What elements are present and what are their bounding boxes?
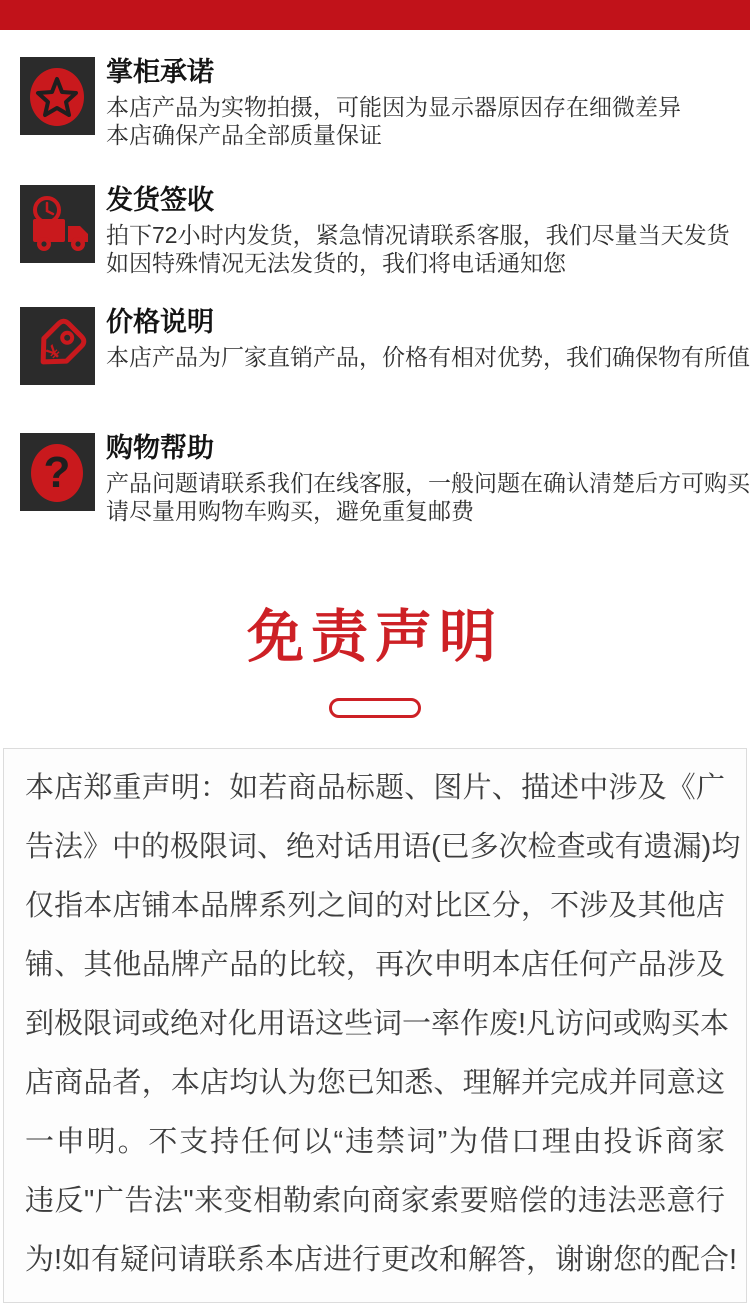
- service-line: 拍下72小时内发货，紧急情况请联系客服，我们尽量当天发货: [106, 222, 730, 248]
- service-line: 请尽量用购物车购买，避免重复邮费: [106, 498, 474, 524]
- service-line: 本店确保产品全部质量保证: [106, 122, 382, 148]
- disclaimer-line: 到极限词或绝对化用语这些词一率作废!凡访问或购买本: [25, 1008, 730, 1040]
- service-text-price: [106, 307, 750, 371]
- disclaimer-line: 一申明。不支持任何以“违禁词”为借口理由投诉商家: [25, 1126, 725, 1158]
- disclaimer-line: 铺、其他品牌产品的比较，再次申明本店任何产品涉及: [25, 949, 725, 981]
- disclaimer-line: 违反"广告法"来变相勒索向商家索要赔偿的违法恶意行: [25, 1185, 725, 1217]
- service-item-shipping: [20, 185, 750, 277]
- disclaimer-box: [3, 748, 747, 1303]
- service-line: 本店产品为厂家直销产品，价格有相对优势，我们确保物有所值: [106, 344, 750, 370]
- service-title: 掌柜承诺: [106, 57, 214, 87]
- disclaimer-line: 为!如有疑问请联系本店进行更改和解答，谢谢您的配合!: [25, 1244, 738, 1276]
- service-item-price: [20, 307, 750, 385]
- service-title: 购物帮助: [106, 433, 214, 463]
- service-line: 产品问题请联系我们在线客服，一般问题在确认清楚后方可购买: [106, 470, 750, 496]
- heading-underline-pill: [329, 698, 421, 718]
- disclaimer-line: 告法》中的极限词、绝对话用语(已多次检查或有遗漏)均: [25, 831, 741, 863]
- disclaimer-line: 店商品者，本店均认为您已知悉、理解并完成并同意这: [25, 1067, 725, 1099]
- disclaimer-line: 本店郑重声明：如若商品标题、图片、描述中涉及《广: [25, 772, 725, 804]
- star-icon: [20, 57, 95, 135]
- service-item-help: [20, 433, 750, 525]
- top-red-bar: [0, 0, 750, 30]
- svg-text:?: ?: [43, 448, 71, 497]
- price-tag-icon: [20, 307, 95, 385]
- service-promise-list: [0, 30, 750, 525]
- service-title: 价格说明: [106, 307, 214, 337]
- service-text-shipping: [106, 185, 730, 277]
- question-icon: [20, 433, 95, 511]
- disclaimer-heading: 免责声明: [247, 605, 503, 669]
- service-item-promise: [20, 57, 750, 149]
- svg-text:¥: ¥: [42, 341, 66, 365]
- disclaimer-line: 仅指本店铺本品牌系列之间的对比区分，不涉及其他店: [25, 890, 725, 922]
- service-text-promise: [106, 57, 681, 149]
- service-line: 如因特殊情况无法发货的，我们将电话通知您: [106, 250, 566, 276]
- service-line: 本店产品为实物拍摄，可能因为显示器原因存在细微差异: [106, 94, 681, 120]
- service-text-help: [106, 433, 750, 525]
- truck-clock-icon: [20, 185, 95, 263]
- service-title: 发货签收: [106, 185, 214, 215]
